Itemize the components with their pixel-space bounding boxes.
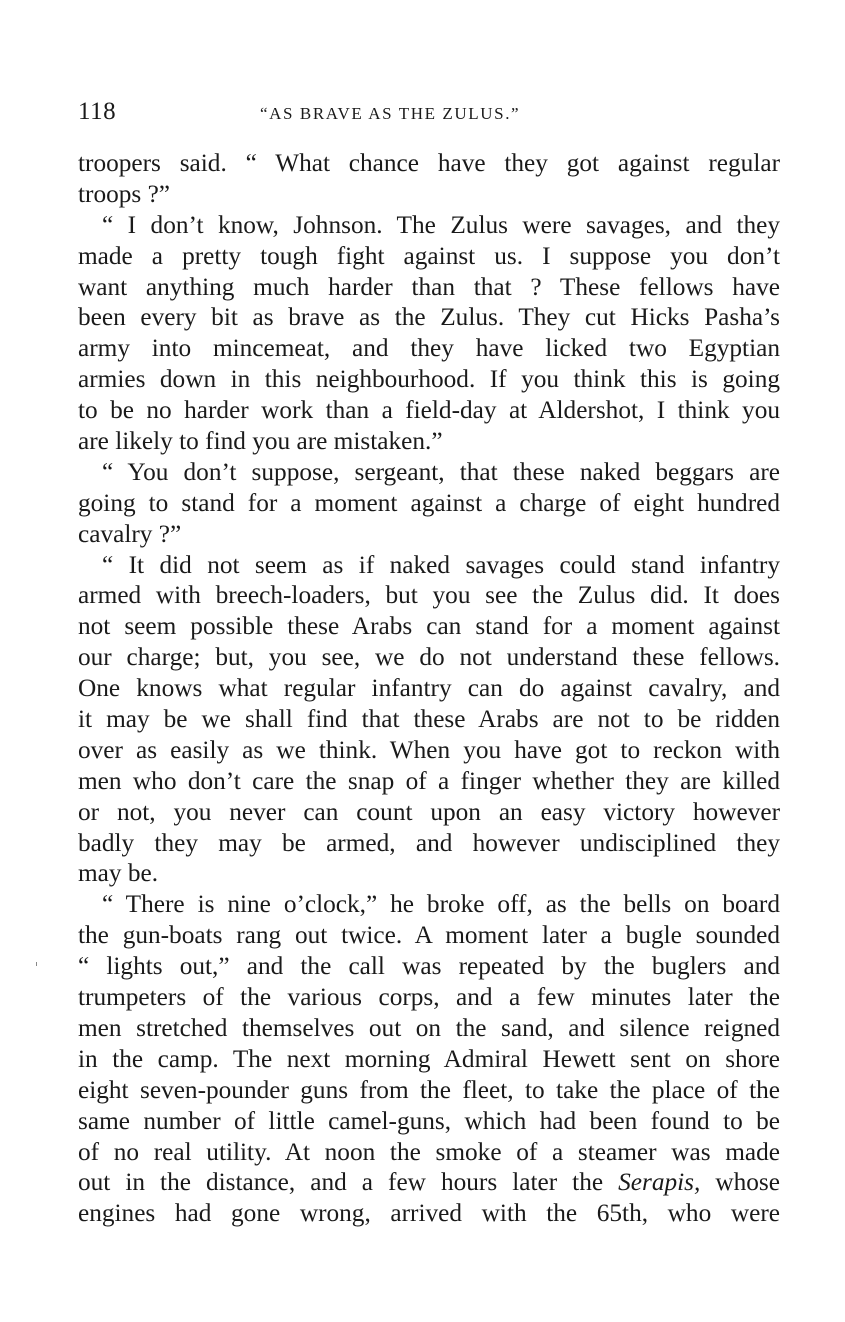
- text-line: trumpeters of the various corps, and a few minutes later the: [78, 983, 780, 1012]
- text-line: armed with breech-loaders, but you see the Zulus did. It does: [78, 581, 780, 610]
- text-line: men who don’t care the snap of a finger whether they are killed: [78, 766, 780, 795]
- text-line: want anything much harder than that ? These fellows have: [78, 272, 780, 301]
- text-line: badly they may be armed, and however undisciplined they: [78, 828, 780, 857]
- text-line: our charge; but, you see, we do not understand these fellows.: [78, 643, 780, 672]
- text-line: same number of little camel-guns, which had been found to be: [78, 1106, 780, 1135]
- text-line: been every bit as brave as the Zulus. They cut Hicks Pasha’s: [78, 303, 780, 332]
- text-line: in the camp. The next morning Admiral Hewett sent on shore: [78, 1044, 780, 1073]
- text-line: may be.: [78, 859, 159, 888]
- text-line: “ It did not seem as if naked savages could stand infantry: [102, 550, 780, 579]
- text-line: “ I don’t know, Johnson. The Zulus were savages, and they: [102, 210, 780, 239]
- body-text: [78, 148, 780, 1229]
- book-page: [78, 96, 780, 1228]
- text-line: armies down in this neighbourhood. If you think this is going: [78, 365, 780, 394]
- running-title: “AS BRAVE AS THE ZULUS.”: [260, 104, 521, 123]
- text-line-with-ship-name: [78, 1167, 780, 1198]
- text-line: or not, you never can count upon an easy victory however: [78, 797, 780, 826]
- text-line: to be no harder work than a field-day at Aldershot, I think you: [78, 396, 780, 425]
- text-line: troopers said. “ What chance have they got against regular: [78, 149, 780, 177]
- text-line: of no real utility. At noon the smoke of a steamer was made: [78, 1137, 780, 1166]
- text-line: eight seven-pounder guns from the fleet, to take the place of the: [78, 1075, 780, 1104]
- text-line: engines had gone wrong, arrived with the 65th, who were: [78, 1199, 780, 1228]
- text-line: “ lights out,” and the call was repeated by the buglers and: [78, 952, 780, 981]
- text-line: men stretched themselves out on the sand, and silence reigned: [78, 1013, 780, 1042]
- text-line: made a pretty tough fight against us. I suppose you don’t: [78, 241, 780, 270]
- text-line: troops ?”: [78, 179, 171, 208]
- text-line: the gun-boats rang out twice. A moment later a bugle sounded: [78, 921, 780, 950]
- text-line: are likely to find you are mistaken.”: [78, 427, 443, 456]
- text-line: “ There is nine o’clock,” he broke off, as the bells on board: [102, 890, 780, 919]
- text-line: One knows what regular infantry can do against cavalry, and: [78, 674, 780, 703]
- page-number: 118: [78, 98, 117, 125]
- text-fragment: whose: [700, 1168, 780, 1197]
- text-line: “ You don’t suppose, sergeant, that these naked beggars are: [102, 457, 780, 486]
- page-header: [78, 96, 780, 132]
- text-line: cavalry ?”: [78, 519, 182, 548]
- scan-speck: [36, 962, 37, 966]
- text-line: not seem possible these Arabs can stand for a moment against: [78, 612, 780, 641]
- text-line: it may be we shall find that these Arabs are not to be ridden: [78, 705, 780, 734]
- text-line: army into mincemeat, and they have licked two Egyptian: [78, 334, 780, 363]
- text-fragment: out in the distance, and a few hours later the: [78, 1168, 604, 1197]
- text-line: over as easily as we think. When you have got to reckon with: [78, 735, 780, 764]
- ship-name: Serapis,: [618, 1168, 701, 1197]
- text-line: going to stand for a moment against a charge of eight hundred: [78, 488, 780, 517]
